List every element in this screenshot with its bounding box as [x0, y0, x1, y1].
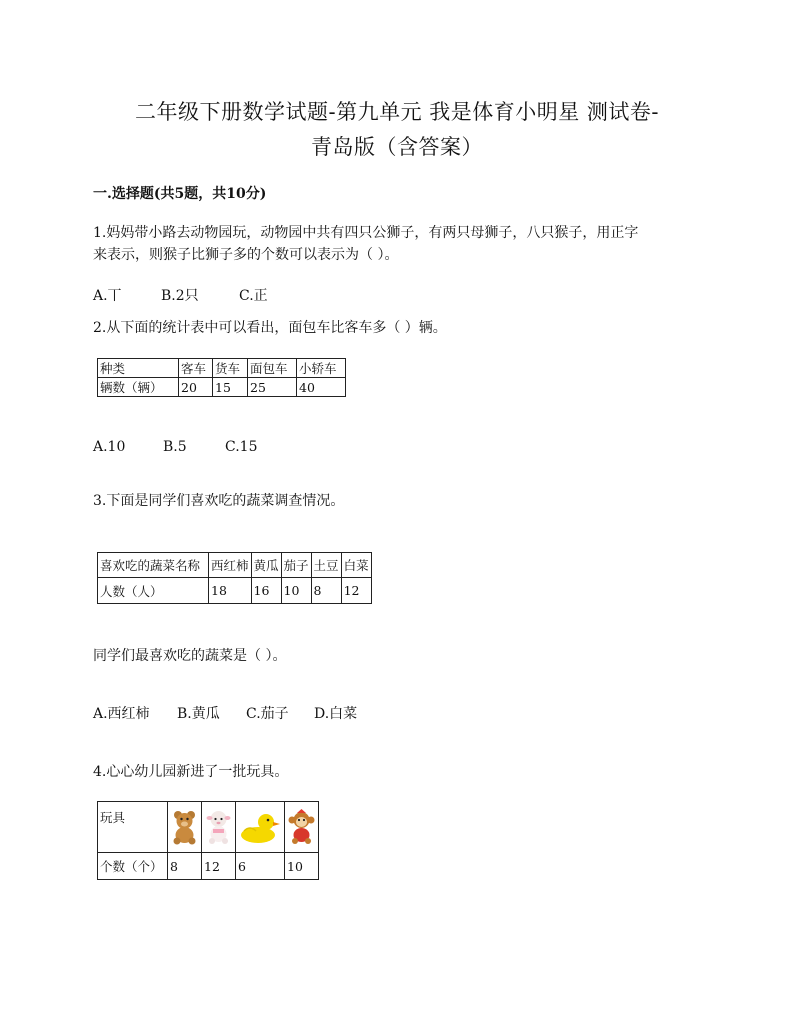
- table-row: [98, 359, 346, 378]
- question-1-line-2: 来表示，则猴子比狮子多的个数可以表示为（ ）。: [93, 247, 399, 263]
- table-row: [98, 553, 372, 578]
- table-cell: 小轿车: [297, 359, 346, 378]
- option-b: B.黄瓜: [177, 706, 220, 722]
- question-3-prompt: 同学们最喜欢吃的蔬菜是（ ）。: [93, 648, 287, 664]
- table-cell: 15: [213, 378, 248, 397]
- table-cell: 货车: [213, 359, 248, 378]
- teddy-bear-icon: [170, 809, 199, 845]
- option-a: A.10: [93, 439, 126, 455]
- table-cell: 个数（个）: [98, 853, 168, 880]
- table-cell: 40: [297, 378, 346, 397]
- table-cell: 18: [209, 578, 252, 604]
- table-cell: 12: [341, 578, 371, 604]
- table-cell: [236, 802, 285, 853]
- table-row: [98, 378, 346, 397]
- table-cell: 12: [202, 853, 236, 880]
- table-row: [98, 802, 319, 853]
- table-cell: 白菜: [341, 553, 371, 578]
- question-1-options: [93, 285, 268, 305]
- toy-count-table: [97, 801, 319, 880]
- table-cell: 茄子: [281, 553, 311, 578]
- table-cell: 8: [168, 853, 202, 880]
- option-d: D.白菜: [314, 706, 358, 722]
- table-cell: 西红柿: [209, 553, 252, 578]
- table-cell: [202, 802, 236, 853]
- table-cell: 种类: [98, 359, 179, 378]
- page-title-line-2: 青岛版（含答案）: [311, 135, 483, 159]
- question-3-options: [93, 703, 357, 723]
- table-cell: 8: [311, 578, 341, 604]
- option-c: C.茄子: [246, 706, 289, 722]
- table-cell: 辆数（辆）: [98, 378, 179, 397]
- table-cell: 6: [236, 853, 285, 880]
- option-b: B.5: [163, 439, 187, 455]
- table-row: [98, 578, 372, 604]
- table-cell: 土豆: [311, 553, 341, 578]
- vegetable-survey-table: [97, 552, 372, 604]
- option-a: A.西红柿: [93, 706, 150, 722]
- table-cell: 10: [285, 853, 319, 880]
- question-3: 3.下面是同学们喜欢吃的蔬菜调查情况。: [93, 493, 345, 509]
- table-cell: 客车: [179, 359, 213, 378]
- table-cell: 喜欢吃的蔬菜名称: [98, 553, 209, 578]
- option-c: C.15: [225, 439, 258, 455]
- table-cell: 16: [251, 578, 281, 604]
- lamb-doll-icon: [204, 809, 233, 845]
- table-row: [98, 853, 319, 880]
- option-c: C.正: [239, 288, 268, 304]
- option-a: A.丅: [93, 288, 122, 304]
- table-cell: [168, 802, 202, 853]
- question-4: 4.心心幼儿园新进了一批玩具。: [93, 764, 289, 780]
- table-cell: 10: [281, 578, 311, 604]
- question-2: 2.从下面的统计表中可以看出，面包车比客车多（ ）辆。: [93, 320, 447, 336]
- table-cell: 20: [179, 378, 213, 397]
- table-cell: 25: [248, 378, 297, 397]
- table-cell: 玩具: [98, 802, 168, 853]
- page-title-line-1: 二年级下册数学试题-第九单元 我是体育小明星 测试卷-: [134, 100, 660, 124]
- question-1: [93, 222, 638, 266]
- table-cell: 面包车: [248, 359, 297, 378]
- table-cell: [285, 802, 319, 853]
- section-heading: 一.选择题(共5题，共10分): [93, 186, 267, 202]
- monkey-doll-icon: [287, 809, 316, 845]
- question-1-line-1: 1.妈妈带小路去动物园玩，动物园中共有四只公狮子，有两只母狮子，八只猴子，用正字: [93, 225, 639, 241]
- option-b: B.2只: [161, 288, 199, 304]
- vehicle-stats-table: [97, 358, 346, 397]
- table-cell: 黄瓜: [251, 553, 281, 578]
- table-cell: 人数（人）: [98, 578, 209, 604]
- question-2-options: [93, 439, 257, 455]
- rubber-duck-icon: [238, 809, 282, 845]
